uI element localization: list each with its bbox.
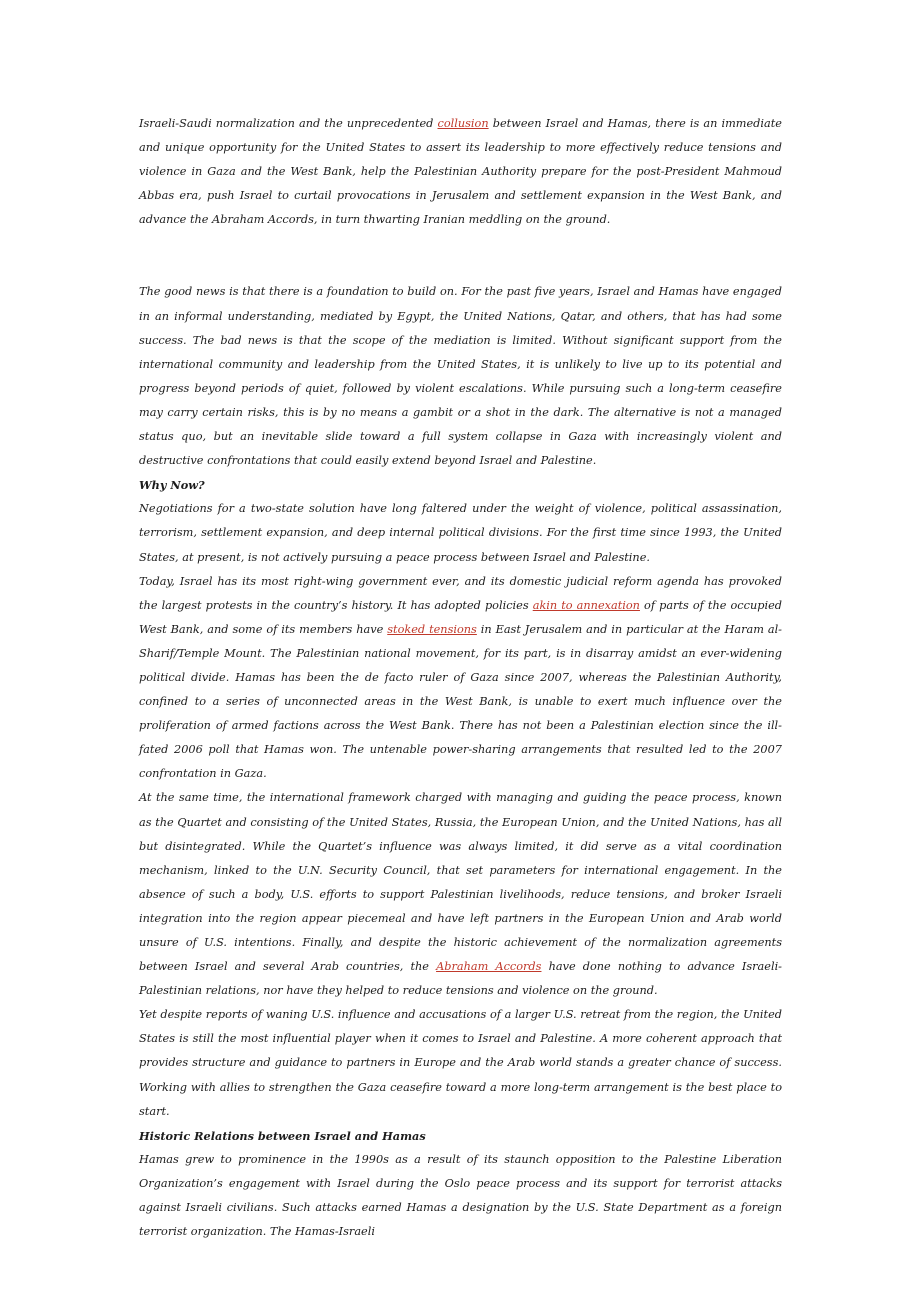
paragraph-text: The good news is that there is a foundation to build on. For the past five years, Israel and Hamas have engaged in an informal understanding, mediated by Egypt, the United Nations, Qatar, and others, that has had some success. The bad news is that the scope of the mediation is limited. Without significant support from the international community and leadership from the United States, it is unlikely to live up to its potential and progress beyond periods of quiet, followed by violent escalations. While pursuing such a long-term ceasefire may carry certain risks, this is by no means a gambit or a shot in the dark. The alternative is not a managed xyxy=(139,285,782,419)
paragraph-good-news xyxy=(139,280,782,473)
link-stoked-tensions[interactable]: stoked tensions xyxy=(387,622,477,636)
paragraph-intro xyxy=(139,112,782,232)
link-akin-to-annexation[interactable]: akin to annexation xyxy=(532,598,640,612)
paragraph-text: Israeli-Saudi normalization and the unprecedented xyxy=(139,117,438,130)
link-abraham-accords[interactable]: Abraham Accords xyxy=(436,960,542,974)
paragraph-text: Today, Israel has its most right-wing government ever, and its domestic judicial reform agenda has provoked the largest protests in the country’s history. It has adopted policies xyxy=(139,574,782,612)
link-collusion[interactable]: collusion xyxy=(437,117,489,130)
paragraph-gap xyxy=(139,232,782,280)
paragraph-text: , but an inevitable slide toward a full system collapse in Gaza with increasingly violent and destructive confrontations that could easily extend beyond Israel and Palestine. xyxy=(139,430,782,468)
paragraph-hamas-history: Hamas grew to prominence in the 1990s as a result of its staunch opposition to the Palestine Liberation Organization’s engagement with Israel during the Oslo peace process and its support for terrorist attacks against Israeli civilians. Such attacks earned Hamas a designation by the U.S. State Department as a foreign terrorist organization. The Hamas-Israeli xyxy=(139,1152,782,1239)
paragraph-text: ruler of Gaza since 2007, whereas the Palestinian Authority, confined to a series of unconnected areas in the West Bank, is unable to exert much influence over the proliferation of armed factions across the West Bank. There has not been a Palestinian election since the ill-fated 2006 poll that Hamas won. The untenable power-sharing arrangements that resulted led to the 2007 confrontation in Gaza. xyxy=(139,670,783,781)
paragraph-text: of parts of the occupied West Bank, and some of its members have xyxy=(139,598,782,636)
document-body xyxy=(139,112,782,1244)
paragraph-text: have done nothing to advance Israeli-Palestinian relations, nor have they helped to reduce tensions and violence on the ground. xyxy=(139,960,783,998)
emphasis-de-facto: de facto xyxy=(364,670,414,684)
paragraph-us-influence: Yet despite reports of waning U.S. influence and accusations of a larger U.S. retreat from the region, the United States is still the most influential player when it comes to Israel and Palestine. A more coherent approach that provides structure and guidance to partners in Europe and the Arab world stands a greater chance of success. Working with allies to strengthen the Gaza ceasefire toward a more long-term arrangement is the best place to start. xyxy=(139,1008,782,1118)
paragraph-quartet xyxy=(139,786,782,1003)
section-heading-why-now: Why Now? xyxy=(139,478,205,493)
section-heading-historic-relations: Historic Relations between Israel and Hamas xyxy=(139,1128,426,1143)
paragraph-text: in East Jerusalem and in particular at the Haram al-Sharif/Temple Mount. The Palestinian national movement, for its part, is in disarray amidst an ever-widening political divide. Hamas has been the xyxy=(139,622,783,684)
paragraph-text: between Israel and Hamas, there is an immediate and unique opportunity for the United States to assert its leadership to more effectively reduce tensions and violence in Gaza and the West Bank, help the Palestinian Authority prepare for the post-President Mahmoud Abbas era, push Israel to curtail provocations in Jerusalem and settlement expansion in the West Bank, and advance the Abraham Accords, in turn thwarting Iranian meddling on the ground. xyxy=(139,117,782,227)
paragraph-text: At the same time, the international framework charged with managing and guiding the peace process, known as the Quartet and consisting of the United States, Russia, the European Union, and the United Nations, has all but disintegrated. While the Quartet’s influence was always limited, it did serve as a vital coordination mechanism, linked to the U.N. Security Council, that set parameters for international engagement. In the absence of such a body, U.S. efforts to support Palestinian livelihoods, reduce tensions, and broker Israeli integration into the region appear piecemeal and have left partners in the European Union and Arab world unsure of U.S. intentions. Finally, and despite the historic achievement of the normalization agreements between Israel and several Arab countries, the xyxy=(139,791,782,974)
paragraph-today-israel xyxy=(139,570,782,787)
emphasis-status-quo: status quo xyxy=(139,430,203,444)
paragraph-negotiations: Negotiations for a two-state solution have long faltered under the weight of violence, political assassination, terrorism, settlement expansion, and deep internal political divisions. For the first time since 1993, the United States, at present, is not actively pursuing a peace process between Israel and Palestine. xyxy=(139,502,782,564)
